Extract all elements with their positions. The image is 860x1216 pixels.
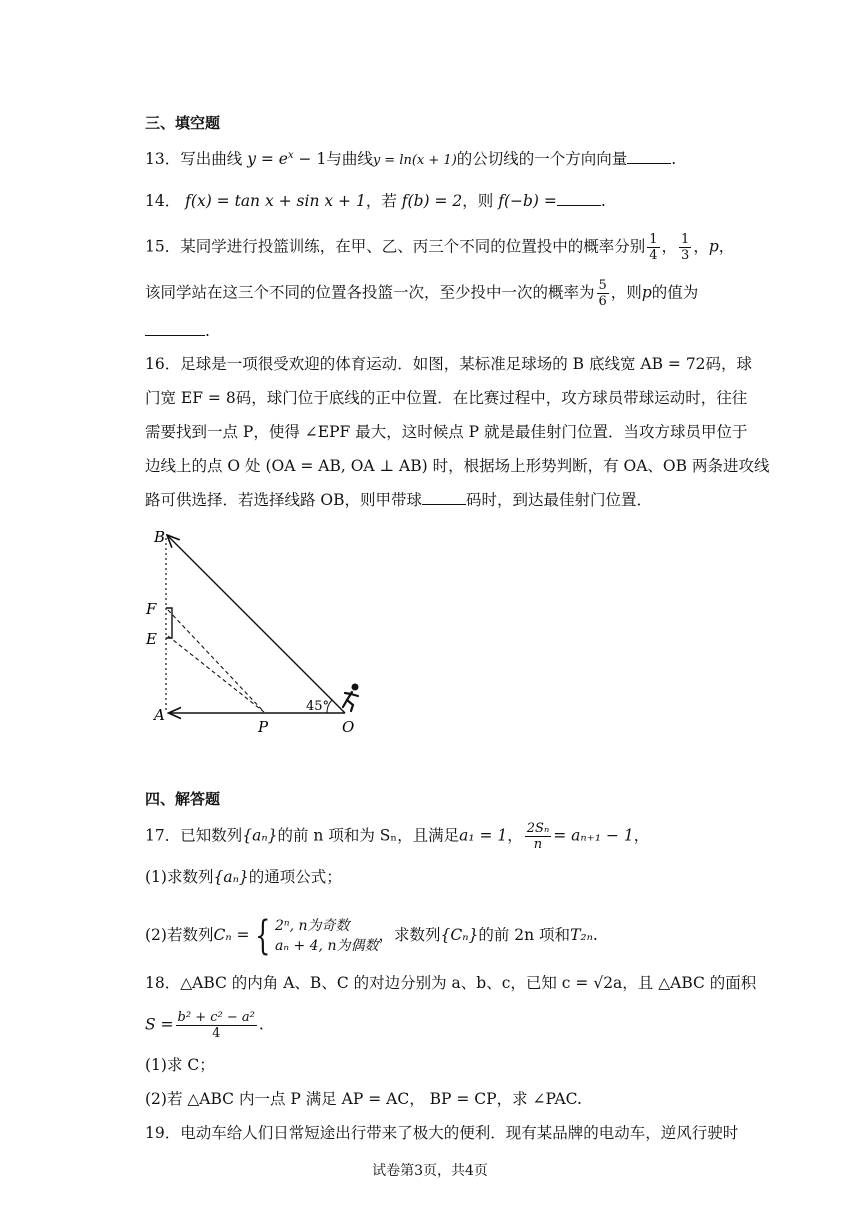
question-16-line-2: 门宽 EF = 8码，球门位于底线的正中位置．在比赛过程中，攻方球员带球运动时，往往 (145, 389, 748, 407)
math: − 1 (293, 150, 327, 169)
text: 的前 n 项和为 Sₙ，且满足 (277, 826, 460, 845)
math: f(−b) = (498, 192, 557, 210)
question-15-line-3 (145, 320, 725, 342)
question-13 (145, 145, 725, 172)
text: 的通项公式； (248, 868, 342, 886)
question-17-part-2: (2)若数列Cₙ = { 2ⁿ, n为奇数 aₙ + 4, n为偶数 ，求数列{Cₙ}的前 2n 项和T₂ₙ. (145, 913, 598, 959)
question-16-line-1: 16．足球是一项很受欢迎的体育运动．如图，某标准足球场的 B 底线宽 AB = 72码，球 (145, 355, 753, 373)
answer-blank[interactable] (557, 191, 601, 206)
label-E: E (146, 630, 157, 648)
text: . (205, 322, 210, 340)
fraction: $\frac{1}{3}$ (681, 232, 690, 263)
math: T₂ₙ (570, 926, 593, 944)
football-field-diagram (140, 520, 380, 740)
question-15-line-2 (145, 278, 725, 309)
text: ，若 (365, 192, 397, 210)
math: S = (145, 1015, 174, 1034)
text: 路可供选择．若选择线路 OB，则甲带球 (145, 491, 423, 509)
brace: { (254, 913, 270, 959)
label-O: O (342, 718, 355, 736)
answer-blank[interactable] (145, 321, 205, 336)
question-19-line-1: 19．电动车给人们日常短途出行带来了极大的便利．现有某品牌的电动车，逆风行驶时 (145, 1124, 739, 1142)
fraction: $\frac{1}{4}$ (649, 232, 658, 263)
label-B: B (154, 528, 166, 546)
math: f(b) = 2 (401, 192, 463, 210)
math: Cₙ = (213, 926, 250, 944)
text: 的公切线的一个方向向量 (456, 150, 628, 169)
math: p (641, 283, 652, 302)
label-P: P (258, 718, 269, 736)
math: y = ln(x + 1) (372, 153, 457, 169)
label-A: A (154, 706, 165, 724)
text: 该同学站在这三个不同的位置各投篮一次，至少投中一次的概率为 (145, 283, 595, 302)
question-15-line-1: 15．某同学进行投篮训练，在甲、乙、丙三个不同的位置投中的概率分别 $\frac{1}{4}$ ， $\frac{1}{3}$ ，p， (145, 232, 735, 263)
text: ，则 (610, 283, 642, 302)
segment-EP (168, 636, 264, 712)
math: y = e (247, 150, 288, 169)
answer-blank[interactable] (422, 490, 466, 505)
runner-icon (343, 684, 359, 712)
text: 某同学进行投篮训练，在甲、乙、丙三个不同的位置投中的概率分别 (180, 237, 646, 256)
question-18-line-2: S = $\frac{\text{b² + c² − a²}}{4}$ . (145, 1010, 264, 1041)
fraction: $\frac{5}{6}$ (598, 278, 607, 309)
question-number: 14． (145, 192, 181, 210)
section-heading-fill-in: 三、填空题 (145, 114, 221, 132)
text: 的值为 (651, 283, 699, 302)
question-18-line-1: 18．△ABC 的内角 A、B、C 的对边分别为 a、b、c，已知 c = √2a，且 △ABC 的面积 (145, 974, 757, 992)
math: {Cₙ} (440, 926, 479, 944)
text: . (671, 150, 677, 169)
math: a₁ = 1 (459, 826, 508, 845)
section-heading-answer: 四、解答题 (145, 790, 221, 808)
question-16-line-5 (145, 489, 725, 511)
question-number: 15． (145, 237, 181, 256)
question-17-part-1 (145, 866, 725, 888)
question-17-line-1: 17．已知数列{aₙ}的前 n 项和为 Sₙ，且满足a₁ = 1， $\frac{\text{2Sₙ}}{n}$ = aₙ₊₁ − 1， (145, 821, 650, 852)
question-18-part-1: (1)求 C； (145, 1056, 215, 1074)
fraction: $\frac{\text{b² + c² − a²}}{4}$ (177, 1010, 255, 1041)
text: 与曲线 (326, 150, 373, 169)
label-angle: 45° (306, 699, 330, 714)
question-18-part-2: (2)若 △ABC 内一点 P 满足 AP = AC， BP = CP，求 ∠PAC. (145, 1090, 582, 1108)
fraction: $\frac{\text{2Sₙ}}{n}$ (526, 821, 550, 852)
text: . (600, 192, 606, 210)
piecewise-cases: 2ⁿ, n为奇数 aₙ + 4, n为偶数 (274, 918, 379, 954)
math: x (287, 150, 294, 161)
math: {aₙ} (242, 826, 278, 845)
text: (1)求数列 (145, 868, 214, 886)
text: (2)若数列 (145, 926, 214, 944)
label-F: F (146, 600, 157, 618)
answer-blank[interactable] (627, 149, 671, 164)
text: ，求数列 (378, 926, 441, 944)
page-footer: 试卷第3页，共4页 (372, 1163, 488, 1179)
math: f(x) = tan x + sin x + 1 (185, 192, 366, 210)
question-14 (145, 190, 725, 212)
text: 码时，到达最佳射门位置． (466, 491, 653, 509)
path-OB (168, 536, 345, 713)
question-16-line-3: 需要找到一点 P，使得 ∠EPF 最大，这时候点 P 就是最佳射门位置．当攻方球员甲位于 (145, 423, 748, 441)
math: {aₙ} (213, 868, 249, 886)
text: 写出曲线 (180, 150, 243, 169)
text: 17．已知数列 (145, 826, 243, 845)
question-16-line-4: 边线上的点 O 处 (OA = AB, OA ⊥ AB) 时，根据场上形势判断，有 OA、OB 两条进攻线 (145, 457, 770, 475)
question-number: 13． (145, 150, 181, 169)
segment-FP (168, 610, 264, 712)
math: = aₙ₊₁ − 1 (553, 826, 634, 845)
text: 的前 2n 项和 (478, 926, 571, 944)
math: p (708, 237, 719, 256)
text: ，则 (462, 192, 494, 210)
